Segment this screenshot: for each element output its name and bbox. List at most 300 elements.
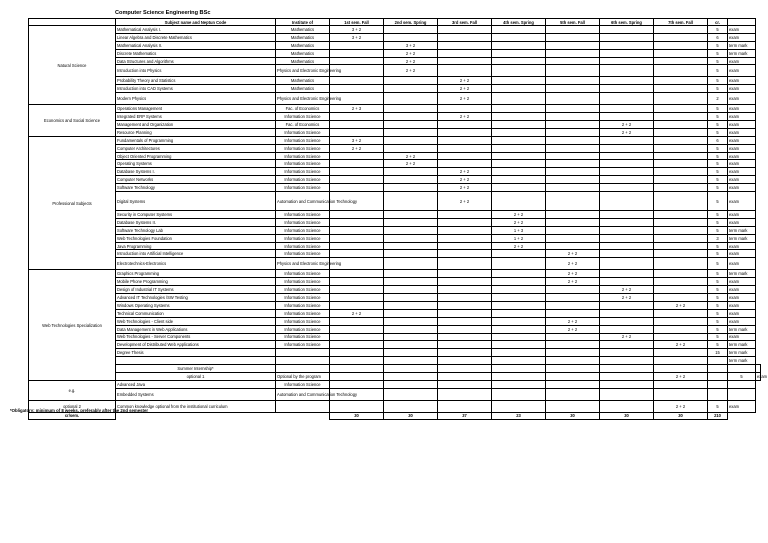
semester-hours (654, 258, 708, 270)
header-cell: 5th sem. Fall (546, 19, 600, 26)
semester-hours (546, 286, 600, 294)
semester-hours (438, 26, 492, 34)
semester-hours (600, 105, 654, 113)
subject-name: Technical Communication (116, 309, 276, 317)
semester-hours (600, 357, 654, 365)
header-cell (29, 19, 116, 26)
header-cell: 3rd sem. Fall (438, 19, 492, 26)
credits-cell: 5 (708, 49, 728, 57)
semester-hours (546, 49, 600, 57)
semester-hours (600, 270, 654, 278)
subject-name: Mobile Phone Programming (116, 278, 276, 286)
credits-cell: 5 (708, 77, 728, 85)
semester-hours (546, 365, 600, 373)
credits-cell (708, 380, 728, 388)
semester-hours (546, 211, 600, 219)
table-row (29, 226, 761, 234)
subject-name: Development of Distributed Web Applications (116, 341, 276, 349)
credits-cell: 5 (708, 325, 728, 333)
semester-hours (384, 258, 438, 270)
semester-hours (600, 301, 654, 309)
subject-name: Object Oriented Programming (116, 152, 276, 160)
assessment-cell: exam (728, 400, 756, 412)
semester-hours (438, 400, 492, 412)
semester-hours (546, 33, 600, 41)
total-cell: 30 (330, 412, 384, 419)
credits-cell: 2 (708, 93, 728, 105)
semester-hours (600, 309, 654, 317)
semester-hours (438, 105, 492, 113)
semester-hours (492, 168, 546, 176)
semester-hours: 2 + 2 (654, 301, 708, 309)
semester-hours (546, 93, 600, 105)
semester-hours (600, 218, 654, 226)
assessment-cell: term mark (728, 349, 756, 357)
semester-hours (654, 270, 708, 278)
semester-hours (492, 192, 546, 211)
semester-hours (384, 325, 438, 333)
subject-name: Software Technology Lab (116, 226, 276, 234)
subject-name: Mathematical Analysis I. (116, 26, 276, 34)
semester-hours (492, 309, 546, 317)
credits-cell (708, 388, 728, 400)
semester-hours (384, 400, 438, 412)
semester-hours (492, 317, 546, 325)
semester-hours (438, 144, 492, 152)
semester-hours (384, 26, 438, 34)
institute-cell: Physics and Electronic Engineering (276, 65, 330, 77)
semester-hours: 2 + 2 (546, 325, 600, 333)
semester-hours: 2 + 2 (546, 250, 600, 258)
credits-cell: 5 (708, 121, 728, 129)
semester-hours (492, 184, 546, 192)
institute-cell: Information Science (276, 294, 330, 302)
semester-hours (384, 113, 438, 121)
subject-name: Java Programming (116, 242, 276, 250)
institute-cell: Information Science (276, 325, 330, 333)
assessment-cell: exam (728, 309, 756, 317)
semester-hours: 2 + 2 (546, 278, 600, 286)
semester-hours (438, 41, 492, 49)
semester-hours (600, 192, 654, 211)
semester-hours: 2 + 2 (438, 184, 492, 192)
institute-cell (276, 357, 330, 365)
subject-name: Operations Management (116, 105, 276, 113)
subject-name: Web Technologies - Client side (116, 317, 276, 325)
semester-hours: 1 + 3 (492, 226, 546, 234)
institute-cell: Information Science (276, 152, 330, 160)
semester-hours (546, 136, 600, 144)
semester-hours (654, 168, 708, 176)
subject-name: Modern Physics (116, 93, 276, 105)
semester-hours (492, 49, 546, 57)
header-cell: Institute of (276, 19, 330, 26)
category-cell: Web Technologies Specialization (29, 270, 116, 380)
subject-name: Security in Computer Systems (116, 211, 276, 219)
semester-hours (438, 65, 492, 77)
semester-hours (330, 325, 384, 333)
table-row (29, 152, 761, 160)
semester-hours (546, 26, 600, 34)
semester-hours: 2 + 2 (546, 317, 600, 325)
semester-hours (654, 85, 708, 93)
semester-hours (438, 258, 492, 270)
semester-hours (384, 93, 438, 105)
semester-hours (546, 152, 600, 160)
header-cell: cr. (708, 19, 728, 26)
semester-hours (384, 211, 438, 219)
table-row (29, 144, 761, 152)
assessment-cell: exam (728, 65, 756, 77)
semester-hours (438, 309, 492, 317)
semester-hours (546, 85, 600, 93)
semester-hours (654, 294, 708, 302)
semester-hours (438, 341, 492, 349)
semester-hours: 2 + 2 (654, 341, 708, 349)
semester-hours (492, 365, 546, 373)
total-cell: 23 (492, 412, 546, 419)
institute-cell: Fac. of Economics (276, 121, 330, 129)
institute-cell: Information Science (276, 341, 330, 349)
credits-cell: 5 (708, 152, 728, 160)
semester-hours (438, 365, 492, 373)
semester-hours (546, 234, 600, 242)
assessment-cell: exam (728, 160, 756, 168)
semester-hours (546, 77, 600, 85)
institute-cell: Information Science (276, 218, 330, 226)
assessment-cell: exam (728, 250, 756, 258)
semester-hours (546, 168, 600, 176)
institute-cell: Information Science (276, 211, 330, 219)
semester-hours (600, 278, 654, 286)
assessment-cell: exam (728, 176, 756, 184)
semester-hours (654, 211, 708, 219)
semester-hours (438, 49, 492, 57)
semester-hours (384, 226, 438, 234)
credits-cell: 5 (708, 400, 728, 412)
semester-hours (546, 388, 600, 400)
category-cell: Natural Science (29, 26, 116, 105)
semester-hours (600, 26, 654, 34)
semester-hours: 2 + 2 (492, 211, 546, 219)
semester-hours (492, 176, 546, 184)
semester-hours (438, 388, 492, 400)
semester-hours: 2 + 2 (492, 242, 546, 250)
total-cell: 30 (600, 412, 654, 419)
assessment-cell: exam (728, 57, 756, 65)
semester-hours (330, 211, 384, 219)
credits-cell: 5 (708, 270, 728, 278)
credits-cell: 5 (708, 128, 728, 136)
semester-hours: 2 + 2 (600, 333, 654, 341)
semester-hours (654, 160, 708, 168)
institute-cell: Information Science (276, 113, 330, 121)
semester-hours (600, 176, 654, 184)
subject-name: Graphics Programming (116, 270, 276, 278)
credits-cell: 5 (708, 317, 728, 325)
header-cell: 1st sem. Fall (330, 19, 384, 26)
semester-hours (600, 317, 654, 325)
semester-hours: 2 + 2 (438, 192, 492, 211)
credits-cell: 5 (708, 286, 728, 294)
semester-hours (600, 77, 654, 85)
semester-hours (330, 128, 384, 136)
institute-cell: Mathematics (276, 85, 330, 93)
subject-name: Linear Algebra and Discrete Mathematics (116, 33, 276, 41)
subject-name: Web Technologies Foundation (116, 234, 276, 242)
semester-hours (330, 286, 384, 294)
semester-hours (330, 234, 384, 242)
semester-hours (546, 41, 600, 49)
semester-hours: 3 + 2 (330, 136, 384, 144)
semester-hours (384, 218, 438, 226)
assessment-cell: exam (728, 93, 756, 105)
semester-hours (654, 144, 708, 152)
semester-hours (330, 349, 384, 357)
semester-hours (600, 85, 654, 93)
institute-cell: Information Science (276, 333, 330, 341)
header-cell: 6th sem. Spring (600, 19, 654, 26)
semester-hours (546, 57, 600, 65)
semester-hours (492, 400, 546, 412)
semester-hours (654, 77, 708, 85)
subject-name: Software Technology (116, 184, 276, 192)
subject-name: Database Systems I. (116, 168, 276, 176)
semester-hours (492, 26, 546, 34)
assessment-cell: exam (728, 152, 756, 160)
semester-hours (654, 57, 708, 65)
semester-hours (546, 184, 600, 192)
semester-hours (600, 184, 654, 192)
table-row (29, 234, 761, 242)
assessment-cell: exam (728, 77, 756, 85)
subject-name: Advanced Java (116, 380, 276, 388)
table-body (29, 26, 768, 413)
subject-name: Computer Networks (116, 176, 276, 184)
semester-hours (438, 33, 492, 41)
semester-hours (654, 65, 708, 77)
semester-hours (330, 317, 384, 325)
semester-hours (384, 372, 438, 380)
institute-cell: Mathematics (276, 49, 330, 57)
semester-hours (600, 152, 654, 160)
semester-hours: 3 + 2 (384, 41, 438, 49)
table-row (29, 65, 761, 77)
semester-hours (492, 250, 546, 258)
table-row (29, 136, 761, 144)
semester-hours (384, 388, 438, 400)
semester-hours (654, 349, 708, 357)
semester-hours (330, 341, 384, 349)
table-row (29, 365, 761, 373)
credits-cell: 5 (708, 309, 728, 317)
semester-hours: 2 + 2 (654, 400, 708, 412)
semester-hours (330, 85, 384, 93)
totals-blank (116, 412, 276, 419)
semester-hours: 2 + 2 (384, 49, 438, 57)
credits-cell: 5 (708, 41, 728, 49)
table-row (29, 309, 761, 317)
institute-cell: Automation and Communication Technology (276, 388, 330, 400)
semester-hours (492, 65, 546, 77)
semester-hours (384, 242, 438, 250)
semester-hours (438, 349, 492, 357)
semester-hours (600, 325, 654, 333)
subject-name: Data Structures and Algorithms (116, 57, 276, 65)
semester-hours (492, 349, 546, 357)
semester-hours (600, 341, 654, 349)
credits-cell: 15 (708, 349, 728, 357)
semester-hours (600, 57, 654, 65)
category-cell: Summer Internship* (116, 365, 276, 373)
semester-hours (546, 380, 600, 388)
semester-hours: 2 + 2 (438, 85, 492, 93)
semester-hours: 2 + 2 (600, 121, 654, 129)
credits-cell: 5 (728, 372, 756, 380)
semester-hours (330, 184, 384, 192)
header-cell: 2nd sem. Spring (384, 19, 438, 26)
semester-hours (600, 65, 654, 77)
semester-hours (600, 226, 654, 234)
semester-hours (330, 301, 384, 309)
table-row (29, 270, 761, 278)
semester-hours (654, 309, 708, 317)
semester-hours: 2 + 2 (438, 77, 492, 85)
semester-hours (492, 380, 546, 388)
assessment-cell (728, 388, 756, 400)
table-row (29, 33, 761, 41)
credits-cell: 5 (708, 105, 728, 113)
header-cell: Subject name and Neptun Code (116, 19, 276, 26)
semester-hours (330, 176, 384, 184)
semester-hours (438, 211, 492, 219)
assessment-cell: exam (728, 333, 756, 341)
semester-hours (654, 278, 708, 286)
semester-hours (384, 250, 438, 258)
semester-hours (546, 160, 600, 168)
credits-cell: 5 (708, 250, 728, 258)
semester-hours: 2 + 2 (384, 57, 438, 65)
semester-hours (438, 152, 492, 160)
table-row (29, 128, 761, 136)
semester-hours (330, 380, 384, 388)
semester-hours (330, 400, 384, 412)
credits-cell: 5 (708, 333, 728, 341)
credits-cell: 5 (708, 168, 728, 176)
semester-hours: 2 + 2 (384, 65, 438, 77)
semester-hours (438, 160, 492, 168)
assessment-cell: exam (728, 121, 756, 129)
institute-cell: Physics and Electronic Engineering (276, 93, 330, 105)
credits-cell: 5 (708, 301, 728, 309)
semester-hours (384, 286, 438, 294)
credits-cell: 6 (708, 136, 728, 144)
credits-cell: 5 (708, 184, 728, 192)
assessment-cell: exam (728, 105, 756, 113)
semester-hours (492, 93, 546, 105)
semester-hours: 2 + 2 (600, 128, 654, 136)
semester-hours (654, 325, 708, 333)
semester-hours (654, 49, 708, 57)
semester-hours (330, 113, 384, 121)
semester-hours (384, 270, 438, 278)
semester-hours: 2 + 2 (330, 309, 384, 317)
credits-cell: 5 (708, 218, 728, 226)
institute-cell: Mathematics (276, 33, 330, 41)
semester-hours (654, 365, 708, 373)
credits-cell: 5 (708, 144, 728, 152)
semester-hours (330, 152, 384, 160)
semester-hours (330, 121, 384, 129)
semester-hours (438, 380, 492, 388)
semester-hours (492, 152, 546, 160)
semester-hours (492, 160, 546, 168)
semester-hours (654, 41, 708, 49)
semester-hours (384, 234, 438, 242)
assessment-cell: exam (728, 317, 756, 325)
semester-hours (330, 168, 384, 176)
semester-hours (330, 218, 384, 226)
semester-hours (384, 168, 438, 176)
table-row (29, 105, 761, 113)
table-row (29, 341, 761, 349)
institute-cell: Information Science (276, 309, 330, 317)
assessment-cell: exam (728, 144, 756, 152)
semester-hours (600, 258, 654, 270)
institute-cell (330, 365, 384, 373)
subject-name: Integrated ERP Systems (116, 113, 276, 121)
institute-cell: Information Science (276, 144, 330, 152)
subject-name: Degree Thesis (116, 349, 276, 357)
table-row (29, 357, 761, 365)
semester-hours (654, 333, 708, 341)
assessment-cell (728, 380, 756, 388)
semester-hours (492, 121, 546, 129)
semester-hours (492, 105, 546, 113)
semester-hours (546, 113, 600, 121)
semester-hours (438, 242, 492, 250)
institute-cell (330, 372, 384, 380)
assessment-cell: exam (728, 278, 756, 286)
institute-cell: Mathematics (276, 77, 330, 85)
subject-name: Introduction into Artificial Intelligence (116, 250, 276, 258)
semester-hours (492, 278, 546, 286)
semester-hours (492, 85, 546, 93)
semester-hours: 2 + 2 (492, 218, 546, 226)
institute-cell (276, 400, 330, 412)
semester-hours (654, 113, 708, 121)
semester-hours (546, 176, 600, 184)
semester-hours (546, 242, 600, 250)
semester-hours (546, 105, 600, 113)
institute-cell: Information Science (276, 136, 330, 144)
semester-hours: 2 + 2 (654, 372, 708, 380)
subject-name: Data Management in Web Applications (116, 325, 276, 333)
semester-hours (600, 400, 654, 412)
semester-hours (654, 26, 708, 34)
semester-hours: 2 + 2 (546, 270, 600, 278)
semester-hours (384, 380, 438, 388)
category-cell: Professional Subjects (29, 136, 116, 270)
assessment-cell: exam (728, 192, 756, 211)
table-row (29, 286, 761, 294)
institute-cell: Mathematics (276, 57, 330, 65)
semester-hours (330, 357, 384, 365)
semester-hours: 3 + 2 (330, 33, 384, 41)
semester-hours: 3 + 2 (330, 26, 384, 34)
semester-hours (546, 349, 600, 357)
subject-name: Probability Theory and Statistics (116, 77, 276, 85)
